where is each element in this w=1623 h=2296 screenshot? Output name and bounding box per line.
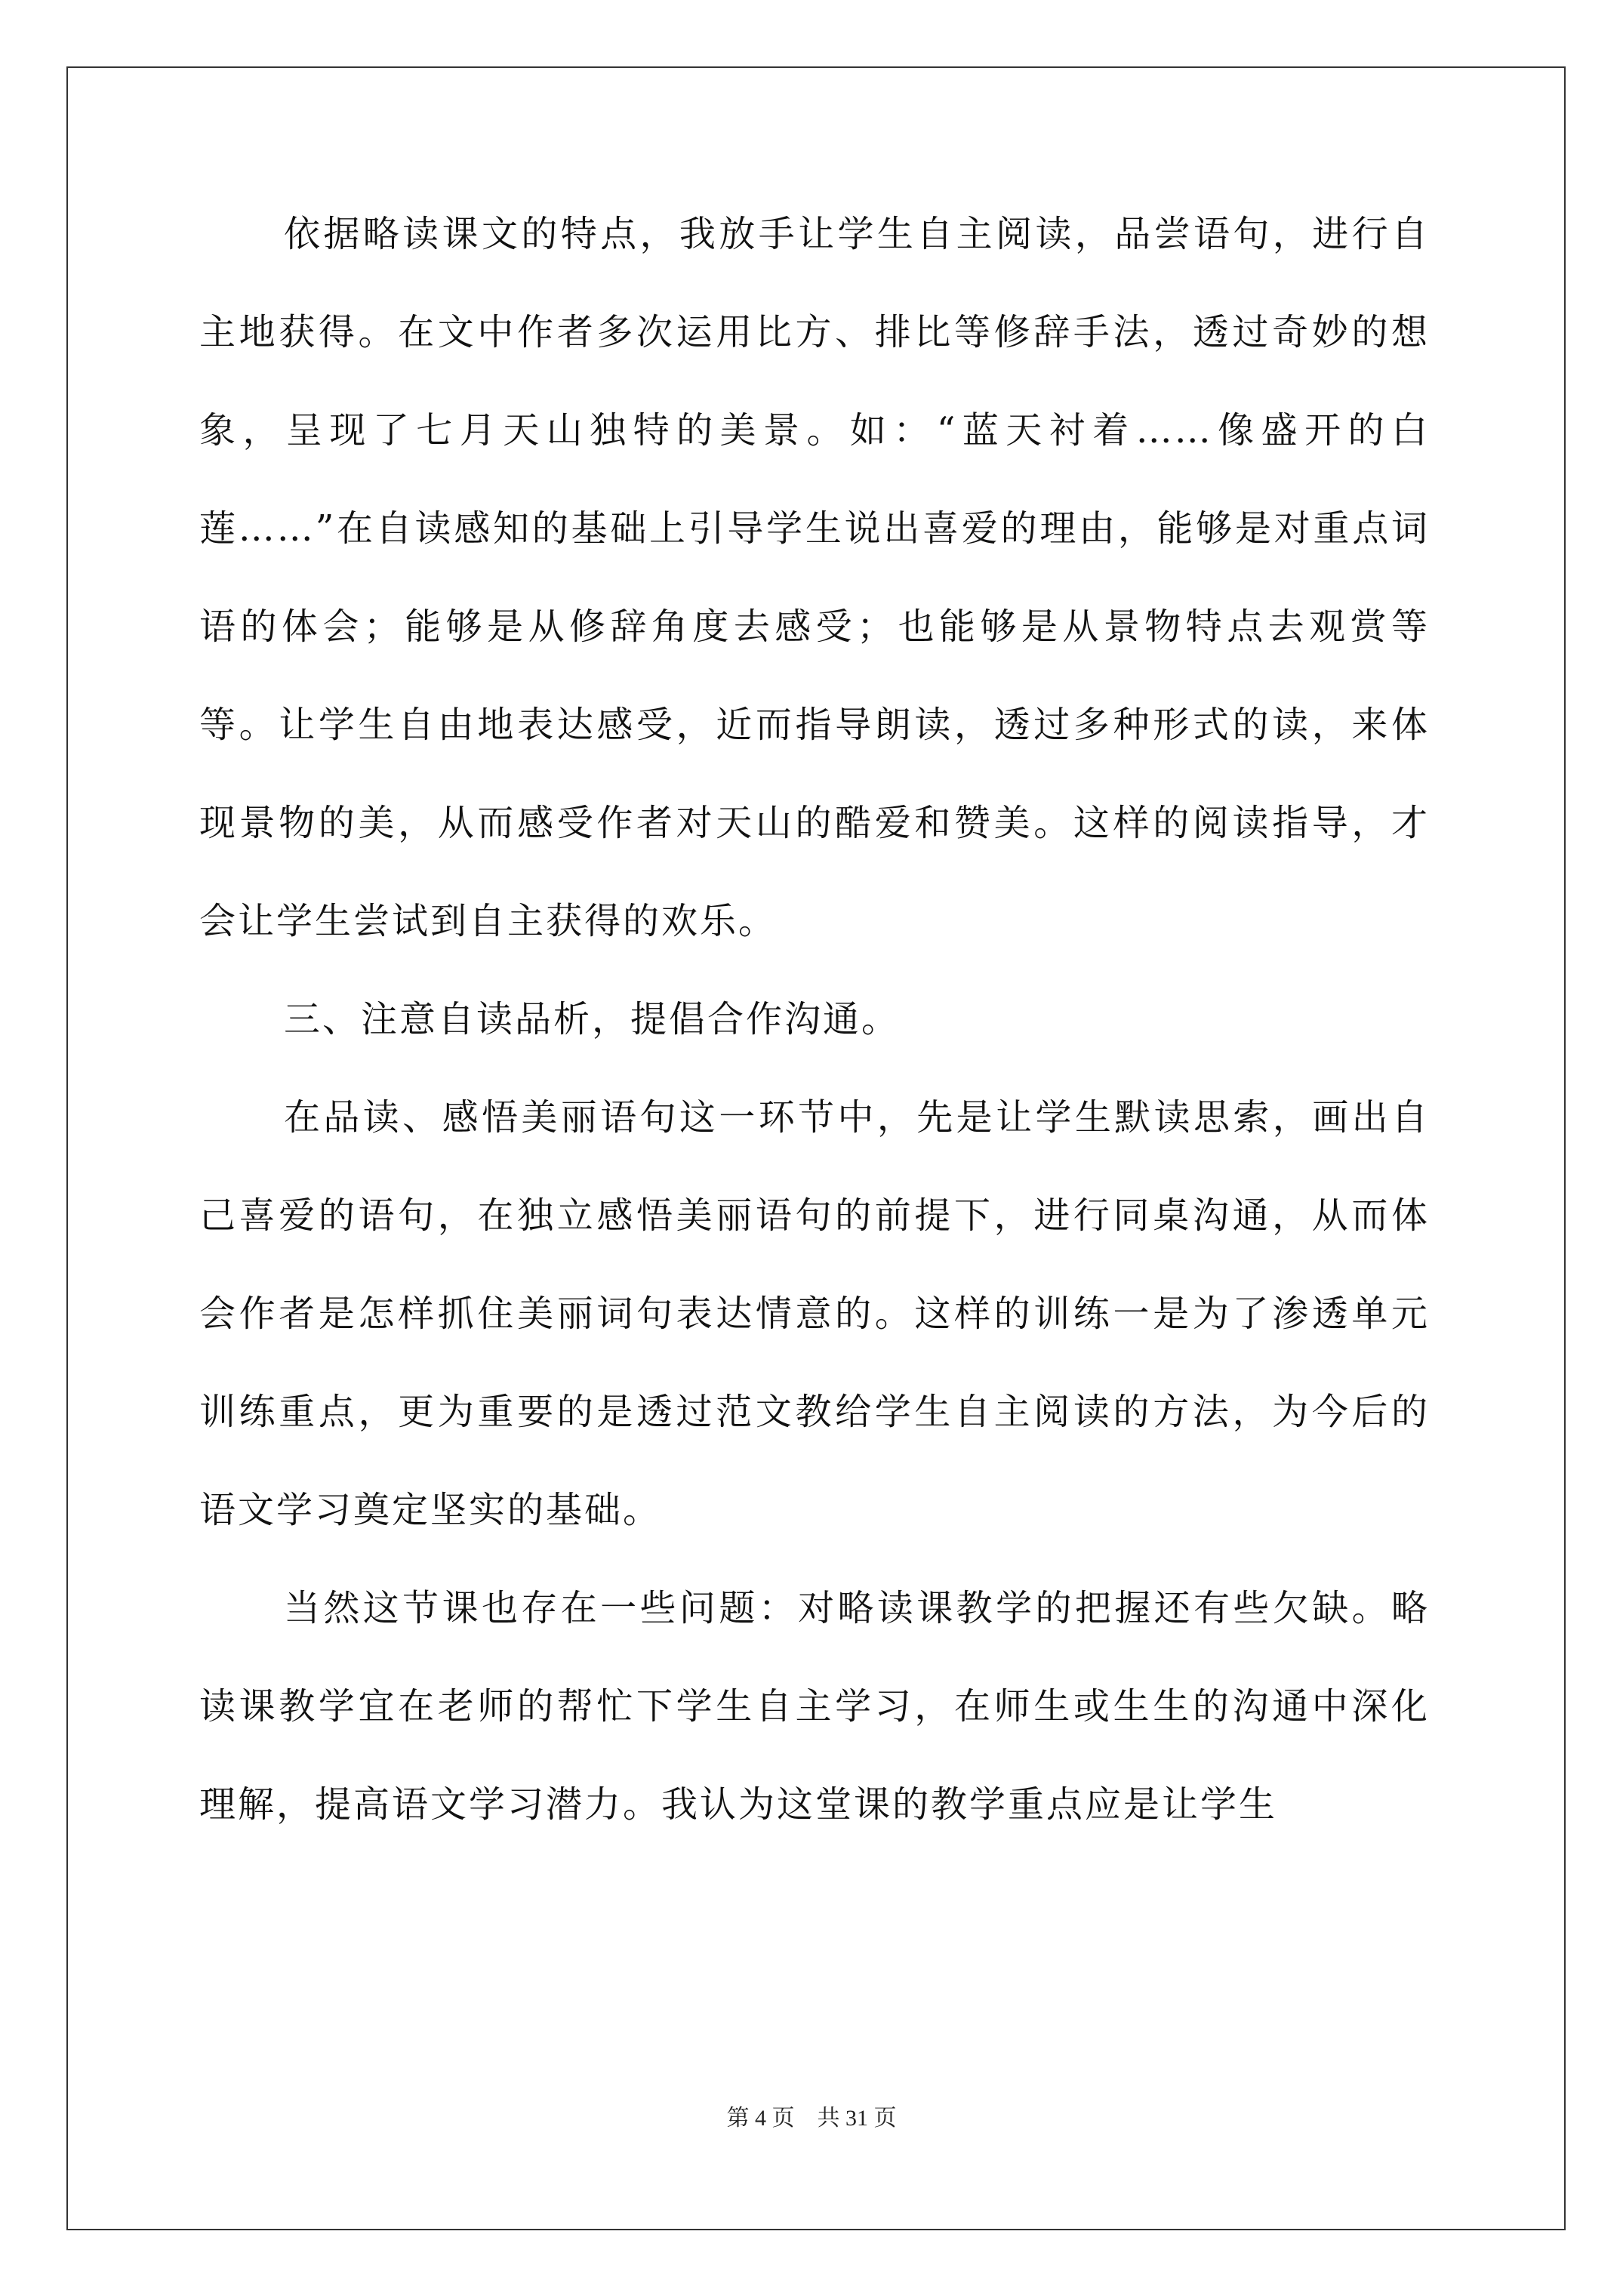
section-heading-3: 三、注意自读品析，提倡合作沟通。 [284, 998, 901, 1040]
paragraph-reading-method: 依据略读课文的特点，我放手让学生自主阅读，品尝语句，进行自主地获得。在文中作者多次运用比方、排比等修辞手法，透过奇妙的想象，呈现了七月天山独特的美景。如：“蓝天衬着……像盛开的白莲……”在自读感知的基础上引导学生说出喜爱的理由，能够是对重点词语的体会；能够是从修辞角度去感受；也能够是从景物特点去观赏等等。让学生自由地表达感受，近而指导朗读，透过多种形式的读，来体现景物的美，从而感受作者对天山的酷爱和赞美。这样的阅读指导，才会让学生尝试到自主获得的欢乐。 [199, 213, 1430, 942]
paragraph-reflection: 当然这节课也存在一些问题：对略读课教学的把握还有些欠缺。略读课教学宜在老师的帮忙下学生自主学习，在师生或生生的沟通中深化理解，提高语文学习潜力。我认为这堂课的教学重点应是让学生 [199, 1587, 1430, 1826]
page-number-footer: 第 4 页 共 31 页 [726, 2106, 897, 2131]
document-body [199, 185, 1430, 1854]
paragraph-cooperative-reading: 在品读、感悟美丽语句这一环节中，先是让学生默读思索，画出自己喜爱的语句，在独立感悟美丽语句的前提下，进行同桌沟通，从而体会作者是怎样抓住美丽词句表达情意的。这样的训练一是为了渗透单元训练重点，更为重要的是透过范文教给学生自主阅读的方法，为今后的语文学习奠定坚实的基础。 [199, 1096, 1430, 1531]
